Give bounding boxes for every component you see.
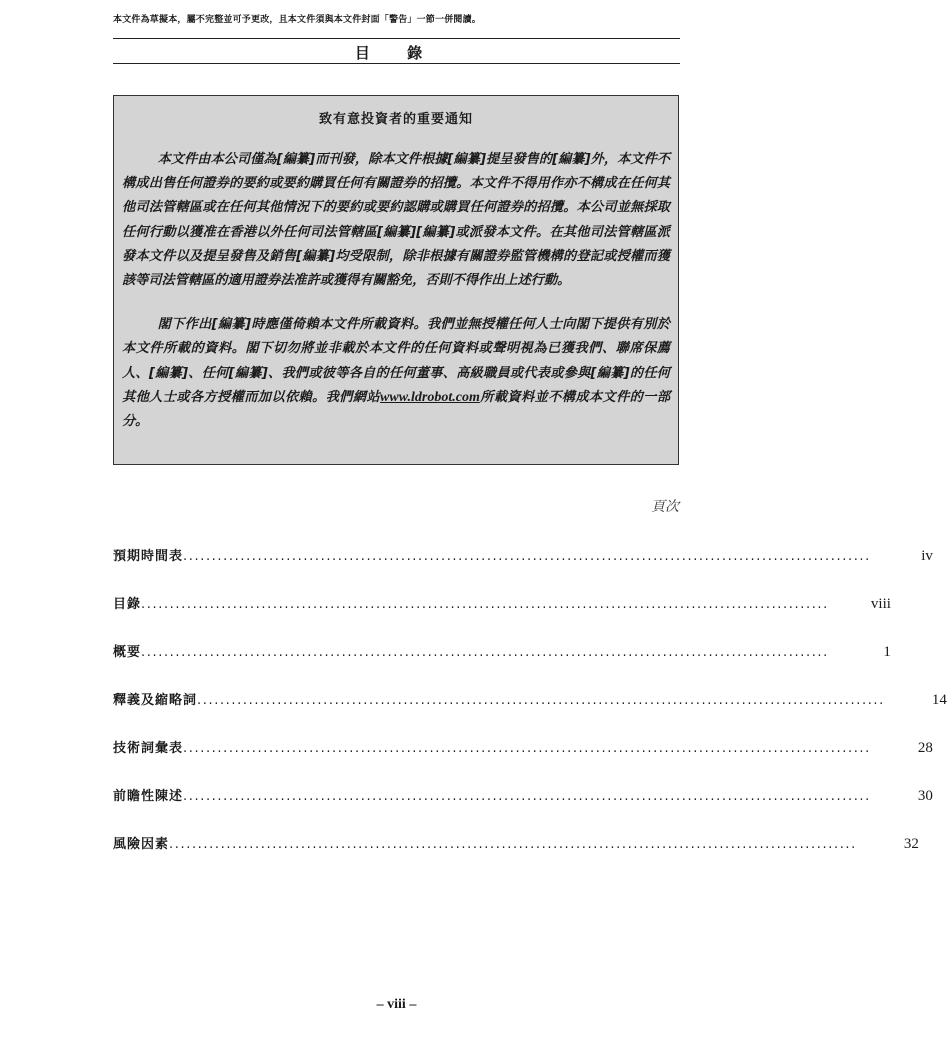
- toc-entry-title: 釋義及縮略詞: [113, 693, 198, 708]
- toc-entry-page: 28: [917, 740, 933, 756]
- toc-entry-page: 1: [883, 644, 891, 660]
- website-link[interactable]: www.ldrobot.com: [380, 389, 480, 405]
- draft-warning-note: 本文件為草擬本，屬不完整並可予更改，且本文件須與本文件封面「警告」一節一併閱讀。: [113, 15, 482, 25]
- toc-entry-title: 風險因素: [113, 837, 170, 852]
- toc-entry-title: 預期時間表: [113, 549, 184, 564]
- toc-dot-leader: ........................................................................................................................: [169, 837, 857, 852]
- page-title: 目 錄: [354, 44, 439, 62]
- notice-paragraph-2-tail: 所載資料並不構成本文件的一部分。: [122, 389, 671, 430]
- toc-entry-page: 32: [903, 836, 919, 852]
- toc-row[interactable]: [113, 545, 933, 565]
- toc-entry-title: 概要: [113, 645, 142, 660]
- notice-paragraph-1: 本文件由本公司僅為[編纂]而刊發，除本文件根據[編纂]提呈發售的[編纂]外，本文件不構成出售任何證券的要約或要約購買任何有關證券的招攬。本文件不得用作亦不構成在任何其他司法管轄區或在任何其他情況下的要約或要約認購或購買任何證券的招攬。本公司並無採取任何行動以獲准在香港以外任何司法管轄區[編纂][編纂]或派發本文件。在其他司法管轄區派發本文件以及提呈發售及銷售[編纂]均受限制，除非根據有關證券監管機構的登記或授權而獲該等司法管轄區的適用證券法准許或獲得有關豁免，否則不得作出上述行動。: [122, 152, 670, 289]
- toc-entry-title: 技術詞彙表: [113, 741, 184, 756]
- title-top-rule: [113, 38, 680, 39]
- toc-dot-leader: ........................................................................................................................: [141, 597, 829, 612]
- toc-row[interactable]: [113, 833, 919, 853]
- toc-dot-leader: ........................................................................................................................: [183, 789, 871, 804]
- notice-paragraph-2: [122, 313, 670, 434]
- footer-page-number: – viii –: [376, 997, 417, 1012]
- toc-dot-leader: ........................................................................................................................: [183, 549, 871, 564]
- toc-dot-leader: ........................................................................................................................: [183, 741, 871, 756]
- toc-row[interactable]: [113, 737, 933, 757]
- toc-dot-leader: ........................................................................................................................: [141, 645, 829, 660]
- notice-paragraph-2-text: 閣下作出[編纂]時應僅倚賴本文件所載資料。我們並無授權任何人士向閣下提供有別於本文件所載的資料。閣下切勿將並非載於本文件的任何資料或聲明視為已獲我們、聯席保薦人、[編纂]、任何[編纂]、我們或彼等各自的任何董事、高級職員或代表或參與[編纂]的任何其他人士或各方授權而加以依賴。我們網站: [122, 317, 670, 405]
- toc-entry-title: 目錄: [113, 597, 142, 612]
- toc-entry-page: viii: [870, 596, 891, 612]
- important-notice-box: [113, 95, 679, 465]
- page-column-label: 頁次: [651, 499, 679, 515]
- toc-entry-title: 前瞻性陳述: [113, 789, 184, 804]
- toc-dot-leader: ........................................................................................................................: [197, 693, 885, 708]
- notice-heading: 致有意投資者的重要通知: [318, 112, 473, 127]
- toc-row[interactable]: [113, 689, 947, 709]
- title-bottom-rule: [113, 63, 680, 64]
- toc-row[interactable]: [113, 785, 933, 805]
- toc-row[interactable]: [113, 641, 891, 661]
- toc-row[interactable]: [113, 593, 891, 613]
- toc-entry-page: 14: [931, 692, 947, 708]
- toc-entry-page: iv: [921, 548, 933, 564]
- toc-entry-page: 30: [917, 788, 933, 804]
